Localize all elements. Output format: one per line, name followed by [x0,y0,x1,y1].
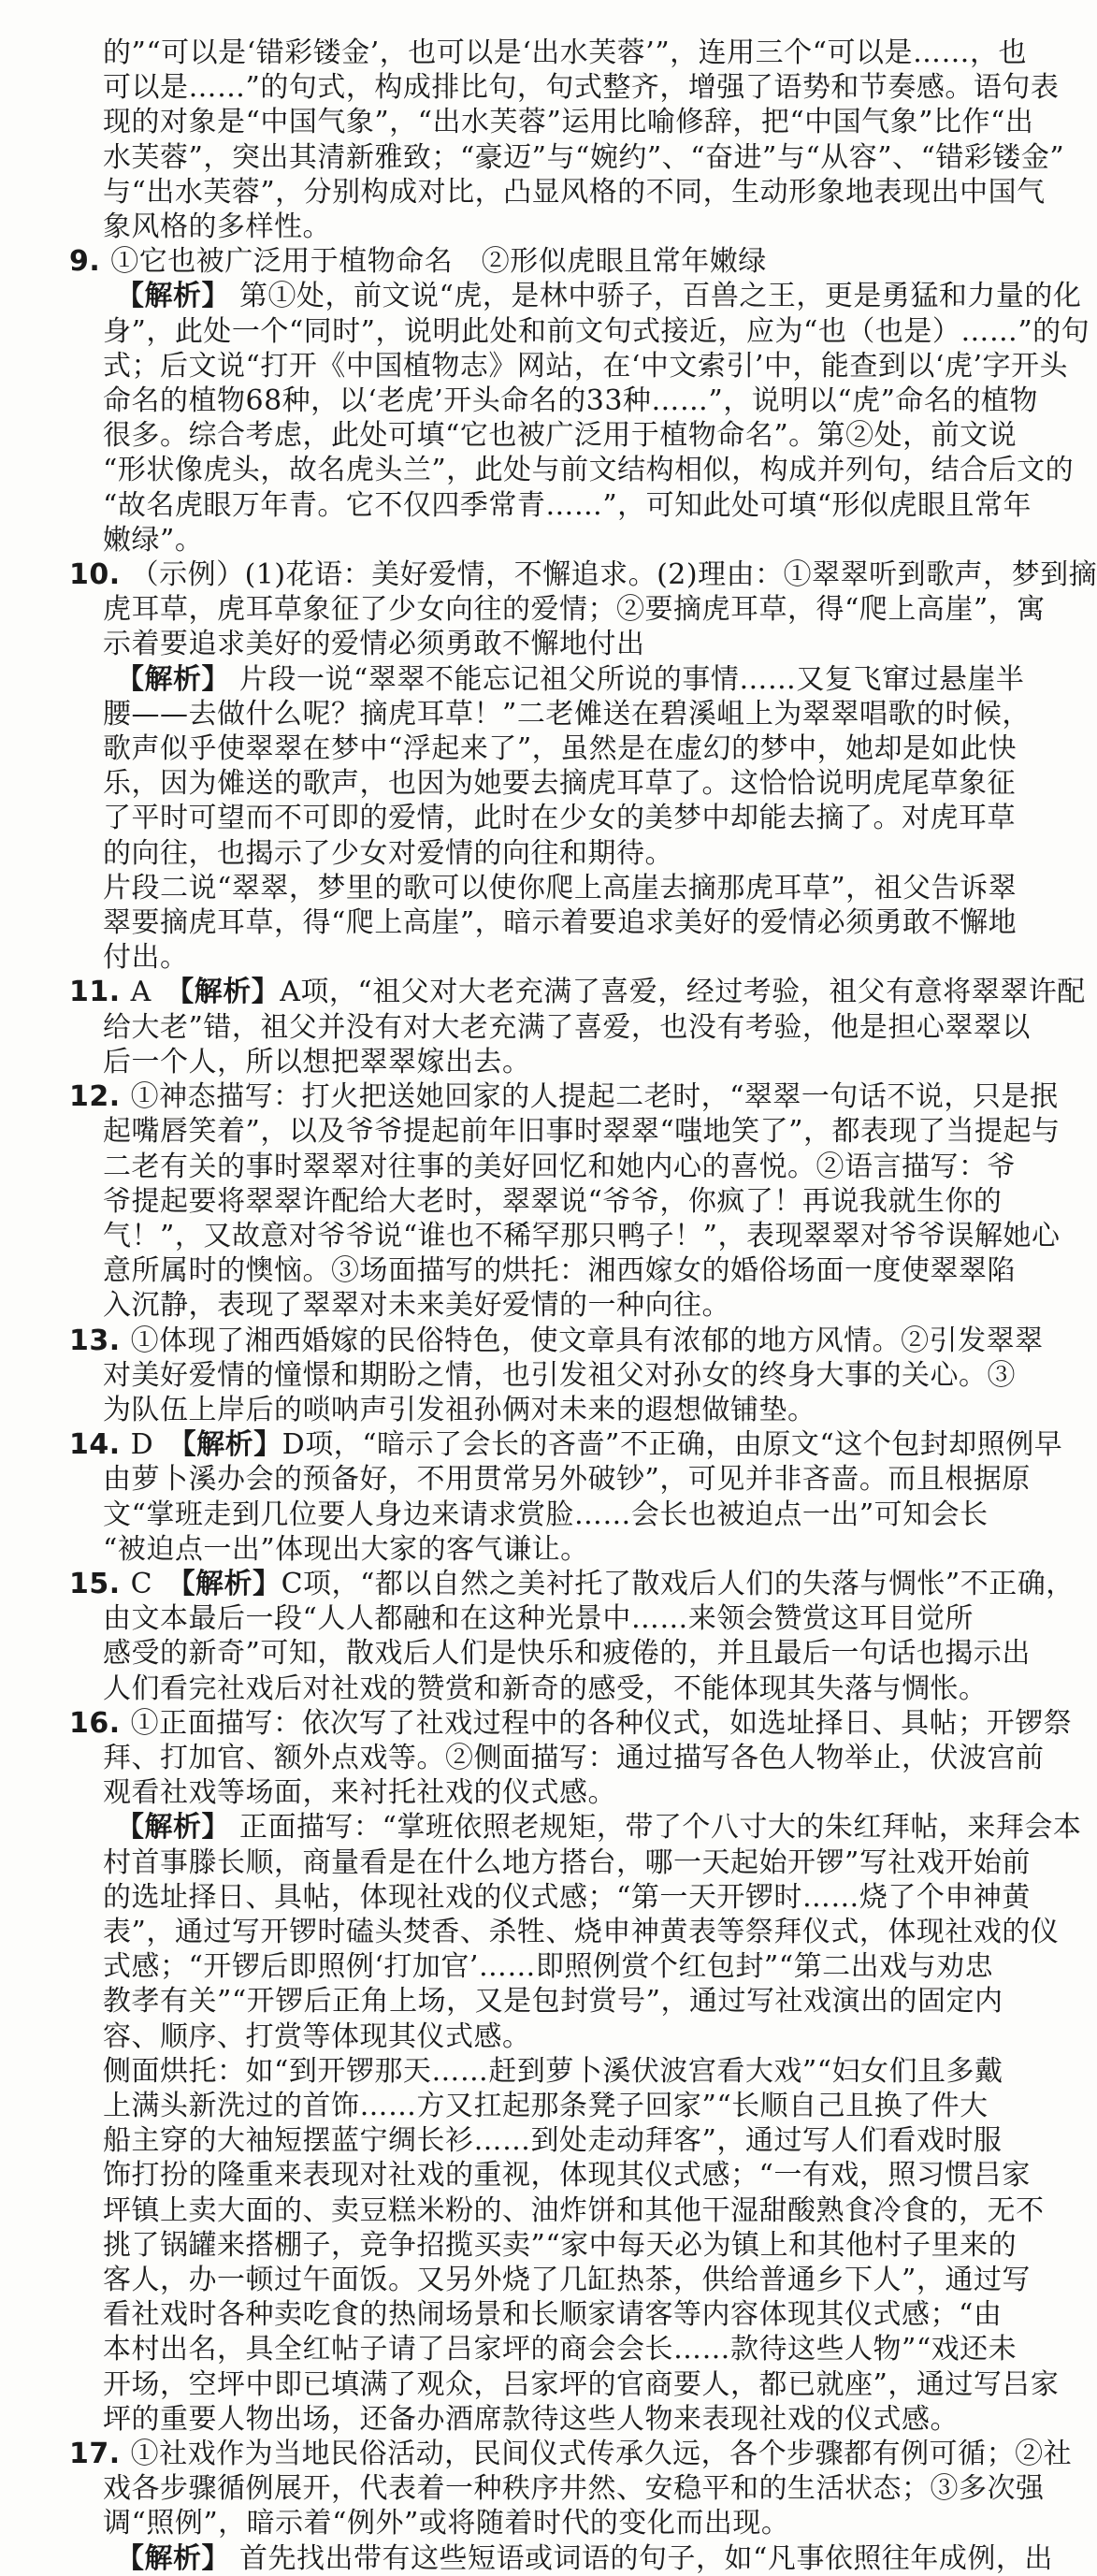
text-line [69,175,1046,210]
text-line [69,940,974,975]
analysis-tag: 【解析】 [116,2541,230,2575]
line-text: 开场，空坪中即已填满了观众，吕家坪的官商要人，都已就座”，通过写吕家 [103,2367,1060,2401]
line-text: 起嘴唇笑着”，以及爷爷提起前年旧事时翠翠“嗤地笑了”，都表现了当提起与 [103,1115,1061,1149]
line-text: 挑了锅罐来搭棚子，竞争招揽买卖”“家中每天必为镇上和其他村子里来的 [103,2228,1018,2262]
line-text: 上满头新洗过的首饰……方又扛起那条凳子回家”“长顺自己且换了件大 [103,2089,989,2122]
line-text: 第①处，前文说“虎，是林中骄子，百兽之王，更是勇猛和力量的化 [239,280,1082,313]
text-line [69,801,1016,835]
text-line [69,1184,1003,1219]
text-line [69,2471,1045,2506]
text-line [69,2332,1018,2366]
text-line [69,1150,1016,1184]
text-line [69,766,1016,801]
text-line [69,1845,1031,1880]
text-line [69,836,974,871]
text-line [69,36,1027,70]
text-line [69,1498,989,1532]
line-text: 拜、打加官、额外点戏等。②侧面描写：通过描写各色人物举止，伏波宫前 [103,1741,1045,1774]
line-text: 翠要摘虎耳草，得“爬上高崖”，暗示着要追求美好的爱情必须勇敢不懈地 [103,906,1018,940]
line-text: “被迫点一出”体现出大家的客气谦让。 [103,1532,589,1566]
line-text: ①它也被广泛用于植物命名 ②形似虎眼且常年嫩绿 [110,245,767,279]
line-text: 与“出水芙蓉”，分别构成对比，凸显风格的不同，生动形象地表现出中国气 [103,175,1046,209]
line-text: 的向往，也揭示了少女对爱情的向往和期待。 [103,836,673,870]
line-text: 戏各步骤循例展开，代表着一种秩序井然、安稳平和的生活状态；③多次强 [103,2472,1045,2506]
line-text: 正面描写：“掌班依照老规矩，带了个八寸大的朱红拜帖，来拜会本 [239,1811,1082,1845]
answer-text-block [69,36,1097,2576]
text-line [69,2263,1031,2297]
line-text: 意所属时的懊恼。③场面描写的烘托：湘西嫁女的婚俗场面一度使翠翠陷 [103,1254,1016,1288]
line-text: 虎耳草，虎耳草象征了少女向往的爱情；②要摘虎耳草，得“爬上高崖”，寓 [103,593,1046,627]
line-text: 本村出名，具全红帖子请了吕家坪的商会会长……款待这些人物”“戏还未 [103,2333,1018,2366]
text-line [69,418,1018,453]
text-line [69,1949,994,1984]
text-line [69,2054,1003,2089]
line-text: 现的对象是“中国气象”，“出水芙蓉”运用比喻修辞，把“中国气象”比作“出 [103,106,1034,139]
text-line [69,2228,1018,2263]
question-number: 12. [69,1080,131,1114]
question-number: 13. [69,1324,131,1357]
text-line [69,1636,1031,1671]
analysis-tag: 【解析】 [116,280,230,313]
line-text: 给大老”错，祖父并没有对大老充满了喜爱，也没有考验，他是担心翠翠以 [103,1010,1031,1044]
line-text: 首先找出带有这些短语或词语的句子，如“凡事依照往年成例，出 [239,2541,1053,2575]
text-line [69,1079,1059,1114]
text-line [69,488,1032,523]
line-text: 命名的植物68种，以‘老虎’开头命名的33种……”，说明以“虎”命名的植物 [103,384,1038,418]
question-number: 14. [69,1428,131,1462]
text-line [69,523,974,557]
line-text: 观看社戏等场面，来衬托社戏的仪式感。 [103,1776,616,1810]
text-line [69,662,1025,697]
text-line [69,1253,1016,1288]
line-text: 由萝卜溪办会的预备好，不用贯常另外破钞”，可见并非吝啬。而且根据原 [103,1463,1031,1497]
text-line [69,2089,989,2123]
text-line [69,1358,1016,1393]
line-text: 侧面烘托：如“到开锣那天……赶到萝卜溪伏波宫看大戏”“妇女们且多戴 [103,2054,1003,2088]
text-line [69,349,1068,384]
line-text: 了平时可望而不可即的爱情，此时在少女的美梦中却能去摘了。对虎耳草 [103,802,1016,835]
question-number: 15. [69,1567,131,1600]
text-line [69,244,974,279]
line-text: 式感；“开锣后即照例‘打加官’……即照例赏个红包封”“第二出戏与劝忠 [103,1950,994,1984]
text-line [69,2019,974,2054]
question-number: 9. [69,245,111,279]
line-text: 坪镇上卖大面的、卖豆糕米粉的、油炸饼和其他干湿甜酸熟食冷食的，无不 [103,2193,1045,2227]
text-line [69,1462,1031,1497]
line-text: 片段二说“翠翠，梦里的歌可以使你爬上高崖去摘那虎耳草”，祖父告诉翠 [103,871,1018,904]
line-text: ①社戏作为当地民俗活动，民间仪式传承久远，各个步骤都有例可循；②社 [130,2438,1073,2471]
text-line [69,1010,1031,1045]
line-text: （示例）(1)花语：美好爱情，不懈追求。(2)理由：①翠翠听到歌声，梦到摘 [130,558,1097,592]
text-line [69,1915,1060,1949]
text-line [69,1288,974,1323]
text-line [69,140,1065,175]
line-text: 人们看完社戏后对社戏的赞赏和新奇的感受，不能体现其失落与惆怅。 [103,1672,988,1705]
text-line [69,2123,1003,2158]
line-text: 嫩绿”。 [103,523,204,557]
text-line [69,70,1060,105]
text-line [69,1672,988,1706]
text-line [69,1427,1063,1462]
line-text: A 【解析】A项，“祖父对大老充满了喜爱，经过考验，祖父有意将翠翠许配 [130,976,1086,1009]
text-line [69,314,1090,349]
line-text: 腰——去做什么呢？摘虎耳草！”二老傩送在碧溪岨上为翠翠唱歌的时候， [103,697,1031,731]
question-number: 11. [69,976,131,1009]
text-line [69,1984,1003,2019]
text-line [69,2297,1003,2332]
analysis-tag: 【解析】 [116,1811,230,1845]
line-text: 容、顺序、打赏等体现其仪式感。 [103,2019,531,2053]
line-text: 的选址择日、具帖，体现社戏的仪式感；“第一天开锣时……烧了个申神黄 [103,1880,1031,1914]
line-text: 教孝有关”“开锣后正角上场，又是包封赏号”，通过写社戏演出的固定内 [103,1985,1003,2019]
text-line [69,1706,1073,1741]
text-line [69,210,974,244]
line-text: 看社戏时各种卖吃食的热闹场景和长顺家请客等内容体现其仪式感；“由 [103,2298,1003,2332]
text-line [69,2193,1045,2228]
line-text: 片段一说“翠翠不能忘记祖父所说的事情……又复飞窜过悬崖半 [239,662,1025,696]
line-text: 象风格的多样性。 [103,210,331,244]
line-text: D 【解析】D项，“暗示了会长的吝啬”不正确，由原文“这个包封却照例早 [130,1428,1063,1462]
text-line [69,1393,974,1427]
line-text: 爷提起要将翠翠许配给大老时，翠翠说“爷爷，你疯了！再说我就生你的 [103,1184,1003,1218]
analysis-tag: 【解析】 [116,662,230,696]
text-line [69,557,1097,592]
line-text: 付出。 [103,941,189,975]
text-line [69,1532,974,1567]
line-text: 身”，此处一个“同时”，说明此处和前文句式接近，应为“也（也是）……”的句 [103,314,1090,348]
line-text: 气！”，又故意对爷爷说“谁也不稀罕那只鸭子！”，表现翠翠对爷爷误解她心 [103,1219,1061,1252]
text-line [69,2402,974,2437]
question-number: 10. [69,558,131,592]
line-text: 坪的重要人物出场，还备办酒席款待这些人物来表现社戏的仪式感。 [103,2402,959,2436]
line-text: 船主穿的大袖短摆蓝宁绸长衫……到处走动拜客”，通过写人们看戏时服 [103,2124,1003,2158]
line-text: 文“掌班走到几位要人身边来请求赏脸……会长也被迫点一出”可知会长 [103,1498,989,1531]
line-text: 感受的新奇”可知，散戏后人们是快乐和疲倦的，并且最后一句话也揭示出 [103,1637,1031,1671]
line-text: 饰打扮的隆重来表现对社戏的重视，体现其仪式感；“一有戏，照习惯吕家 [103,2159,1031,2192]
text-line [69,905,1018,940]
line-text: 表”，通过写开锣时磕头焚香、杀牲、烧申神黄表等祭拜仪式，体现社戏的仪 [103,1915,1060,1948]
text-line [69,2506,974,2540]
text-line [69,697,1031,731]
text-line [69,871,1018,905]
text-line [69,1324,1044,1358]
text-line [69,2158,1031,2192]
text-line [69,105,1034,139]
text-line [69,1741,1045,1775]
text-line [69,592,1046,627]
question-number: 17. [69,2438,131,2471]
line-text: 后一个人，所以想把翠翠嫁出去。 [103,1045,531,1078]
text-line [69,1567,1075,1601]
text-line [69,453,1075,487]
line-text: 的”“可以是‘错彩镂金’，也可以是‘出水芙蓉’”，连用三个“可以是……，也 [103,36,1027,69]
line-text: “故名虎眼万年青。它不仅四季常青……”，可知此处可填“形似虎眼且常年 [103,488,1032,522]
line-text: 客人，办一顿过午面饭。又另外烧了几缸热茶，供给普通乡下人”，通过写 [103,2264,1031,2296]
text-line [69,731,1018,766]
text-line [69,279,1082,313]
text-line [69,2541,1053,2576]
line-text: 入沉静，表现了翠翠对未来美好爱情的一种向往。 [103,1289,730,1323]
line-text: 对美好爱情的憧憬和期盼之情，也引发祖父对孙女的终身大事的关心。③ [103,1358,1016,1392]
text-line [69,1810,1082,1845]
line-text: 乐，因为傩送的歌声，也因为她要去摘虎耳草了。这恰恰说明虎尾草象征 [103,767,1016,801]
line-text: 示着要追求美好的爱情必须勇敢不懈地付出 [103,628,645,661]
text-line [69,2437,1073,2471]
text-line [69,1601,974,1636]
line-text: 可以是……”的句式，构成排比句，句式整齐，增强了语势和节奏感。语句表 [103,71,1060,105]
line-text: ①体现了湘西婚嫁的民俗特色，使文章具有浓郁的地方风情。②引发翠翠 [130,1324,1044,1357]
text-line [69,627,974,661]
line-text: 为队伍上岸后的唢呐声引发祖孙俩对未来的遐想做铺垫。 [103,1393,816,1426]
line-text: 村首事滕长顺，商量看是在什么地方搭台，哪一天起始开锣”写社戏开始前 [103,1845,1031,1879]
line-text: 调“照例”，暗示着“例外”或将随着时代的变化而出现。 [103,2507,790,2540]
text-line [69,975,1086,1009]
line-text: 水芙蓉”，突出其清新雅致；“豪迈”与“婉约”、“奋进”与“从容”、“错彩镂金” [103,140,1065,174]
line-text: 二老有关的事时翠翠对往事的美好回忆和她内心的喜悦。②语言描写：爷 [103,1150,1016,1183]
line-text: 由文本最后一段“人人都融和在这种光景中……来领会赞赏这耳目觉所 [103,1602,974,1636]
text-line [69,1880,1031,1915]
line-text: ①正面描写：依次写了社戏过程中的各种仪式，如选址择日、具帖；开锣祭 [130,1706,1073,1740]
text-line [69,1114,1061,1149]
line-text: 很多。综合考虑，此处可填“它也被广泛用于植物命名”。第②处，前文说 [103,419,1018,453]
line-text: 式；后文说“打开《中国植物志》网站，在‘中文索引’中，能查到以‘虎’字开头 [103,349,1068,383]
text-line [69,384,1038,418]
text-line [69,1219,1061,1253]
text-line [69,1775,974,1810]
line-text: 歌声似乎使翠翠在梦中“浮起来了”，虽然是在虚幻的梦中，她却是如此快 [103,732,1018,766]
line-text: C 【解析】C项，“都以自然之美衬托了散戏后人们的失落与惆怅”不正确， [130,1567,1075,1600]
text-line [69,2367,1060,2402]
question-number: 16. [69,1706,131,1740]
line-text: “形状像虎头，故名虎头兰”，此处与前文结构相似，构成并列句，结合后文的 [103,454,1075,487]
line-text: ①神态描写：打火把送她回家的人提起二老时，“翠翠一句话不说，只是抿 [130,1080,1059,1114]
text-line [69,1045,974,1079]
